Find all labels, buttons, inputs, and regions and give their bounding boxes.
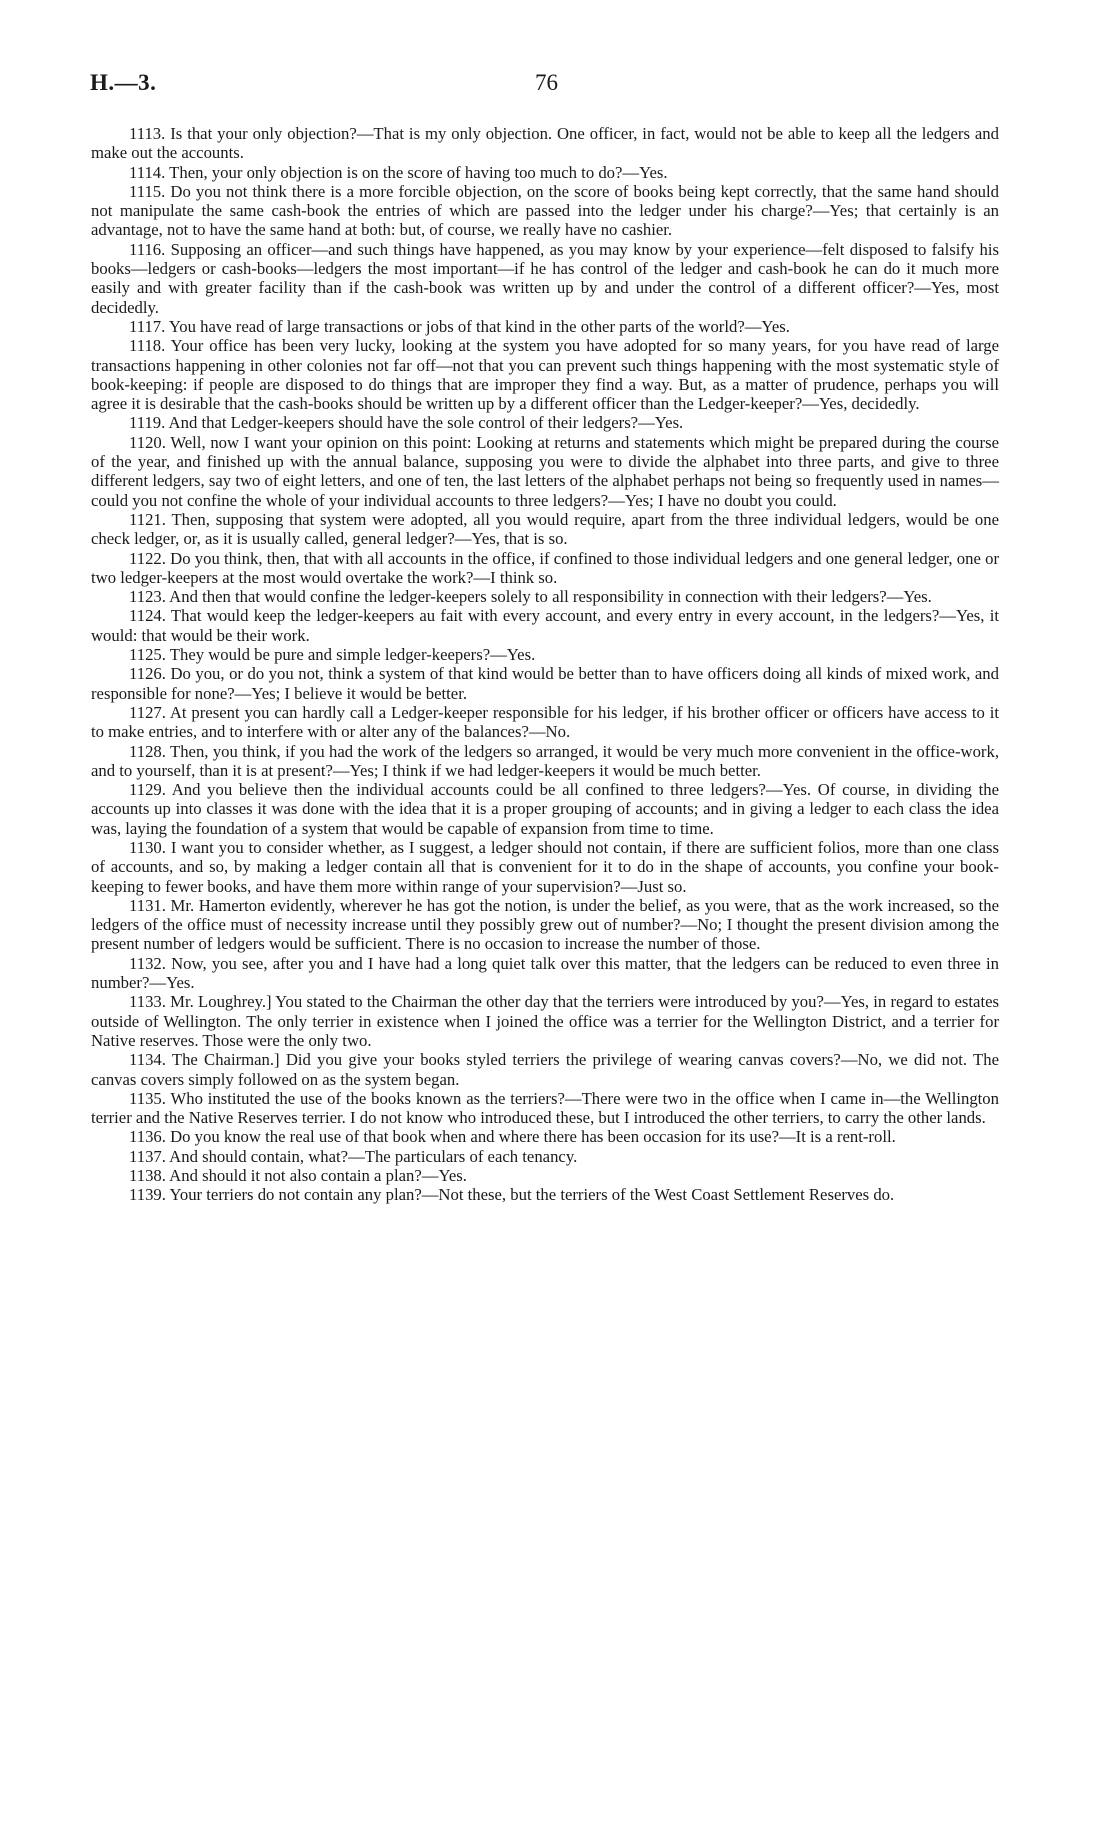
question-answer-paragraph: 1135. Who instituted the use of the books known as the terriers?—There were two in the office when I came in—the Wellington terrier and the Native Reserves terrier. I do not know who introduced these, but I introduced the other terriers, to carry the other lands. [91,1088,999,1128]
page-header [90,70,1000,104]
question-answer-paragraph: 1136. Do you know the real use of that book when and where there has been occasion for its use?—It is a rent-roll. [129,1127,896,1147]
question-answer-paragraph: 1114. Then, your only objection is on the score of having too much to do?—Yes. [129,162,668,182]
question-answer-paragraph: 1121. Then, supposing that system were adopted, all you would require, apart from the three individual ledgers, would be one check ledger, or, as it is usually called, general ledger?—Yes, that is so. [91,509,999,549]
question-answer-paragraph: 1128. Then, you think, if you had the work of the ledgers so arranged, it would be very much more convenient in the office-work, and to yourself, than it is at present?—Yes; I think if we had ledger-keepers it would be much better. [91,741,999,780]
question-answer-paragraph: 1119. And that Ledger-keepers should have the sole control of their ledgers?—Yes. [129,413,684,433]
question-answer-paragraph: 1122. Do you think, then, that with all accounts in the office, if confined to those individual ledgers and one general ledger, one or two ledger-keepers at the most would overtake the work?—I think so. [91,548,999,587]
question-answer-paragraph: 1123. And then that would confine the ledger-keepers solely to all responsibility in connection with their ledgers?—Yes. [129,587,932,607]
question-answer-paragraph: 1133. Mr. Loughrey.] You stated to the Chairman the other day that the terriers were introduced by you?—Yes, in regard to estates outside of Wellington. The only terrier in existence when I joined the office was a terrier for the Wellington District, and a terrier for Native reserves. Those were the only two. [91,992,999,1050]
question-answer-paragraph: 1117. You have read of large transactions or jobs of that kind in the other parts of the world?—Yes. [129,316,790,336]
question-answer-paragraph: 1118. Your office has been very lucky, looking at the system you have adopted for so many years, for you have read of large transactions happening in other colonies not far off—not that you can prevent such things happening with the most systematic style of book-keeping: if people are disposed to do things that are improper they find a way. But, as a matter of prudence, perhaps you will agree it is desirable that the cash-books should be written up by a different officer than the Ledger-keeper?—Yes, decidedly. [91,336,999,414]
question-answer-paragraph: 1131. Mr. Hamerton evidently, wherever he has got the notion, is under the belief, as you were, that as the work increased, so the ledgers of the office must of necessity increase until they possibly grew out of number?—No; I thought the present division among the present number of ledgers would be sufficient. There is no occasion to increase the number of those. [91,895,999,954]
question-answer-paragraph: 1138. And should it not also contain a plan?—Yes. [129,1166,467,1186]
question-answer-paragraph: 1124. That would keep the ledger-keepers au fait with every account, and every entry in every account, in the ledgers?—Yes, it would: that would be their work. [91,606,999,645]
question-answer-paragraph: 1116. Supposing an officer—and such things have happened, as you may know by your experience—felt disposed to falsify his books—ledgers or cash-books—ledgers the most important—if he has control of the ledger and cash-book he can do it much more easily and with greater facility than if the cash-book was written up by and under the control of a different officer?—Yes, most decidedly. [91,239,999,317]
question-answer-paragraph: 1134. The Chairman.] Did you give your books styled terriers the privilege of wearing canvas covers?—No, we did not. The canvas covers simply followed on as the system began. [91,1050,999,1089]
page-number: 76 [535,70,558,95]
question-answer-paragraph: 1130. I want you to consider whether, as I suggest, a ledger should not contain, if there are sufficient folios, more than one class of accounts, and so, by making a ledger contain all that is convenient for it to do in the shape of accounts, you confine your book-keeping to fewer books, and have them more within range of your supervision?—Just so. [91,837,999,896]
question-answer-paragraph: 1129. And you believe then the individual accounts could be all confined to three ledgers?—Yes. Of course, in dividing the accounts up into classes it was done with the idea that it is a proper grouping of accounts; and in giving a ledger to each class the idea was, laying the foundation of a system that would be capable of expansion from time to time. [91,780,999,838]
question-answer-paragraph: 1125. They would be pure and simple ledger-keepers?—Yes. [129,645,536,665]
evidence-text [91,124,999,1205]
series-reference: H.—3. [90,70,157,95]
question-answer-paragraph: 1127. At present you can hardly call a Ledger-keeper responsible for his ledger, if his brother officer or officers have access to it to make entries, and to interfere with or alter any of the balances?—No. [91,702,999,742]
question-answer-paragraph: 1139. Your terriers do not contain any plan?—Not these, but the terriers of the West Coast Settlement Reserves do. [129,1185,895,1205]
question-answer-paragraph: 1115. Do you not think there is a more forcible objection, on the score of books being kept correctly, that the same hand should not manipulate the same cash-book the entries of which are passed into the ledger under his charge?—Yes; that certainly is an advantage, not to have the same hand at both: but, of course, we really have no cashier. [91,181,999,240]
question-answer-paragraph: 1137. And should contain, what?—The particulars of each tenancy. [129,1146,578,1166]
question-answer-paragraph: 1113. Is that your only objection?—That is my only objection. One officer, in fact, would not be able to keep all the ledgers and make out the accounts. [91,124,999,163]
question-answer-paragraph: 1120. Well, now I want your opinion on this point: Looking at returns and statements which might be prepared during the course of the year, and finished up with the annual balance, supposing you were to divide the alphabet into three parts, and give to three different ledgers, say two of eight letters, and one of ten, the last letters of the alphabet perhaps not being so frequently used in names—could you not confine the whole of your individual accounts to three ledgers?—Yes; I have no doubt you could. [91,432,999,510]
question-answer-paragraph: 1132. Now, you see, after you and I have had a long quiet talk over this matter, that the ledgers can be reduced to even three in number?—Yes. [91,953,999,993]
question-answer-paragraph: 1126. Do you, or do you not, think a system of that kind would be better than to have officers doing all kinds of mixed work, and responsible for none?—Yes; I believe it would be better. [91,664,999,703]
